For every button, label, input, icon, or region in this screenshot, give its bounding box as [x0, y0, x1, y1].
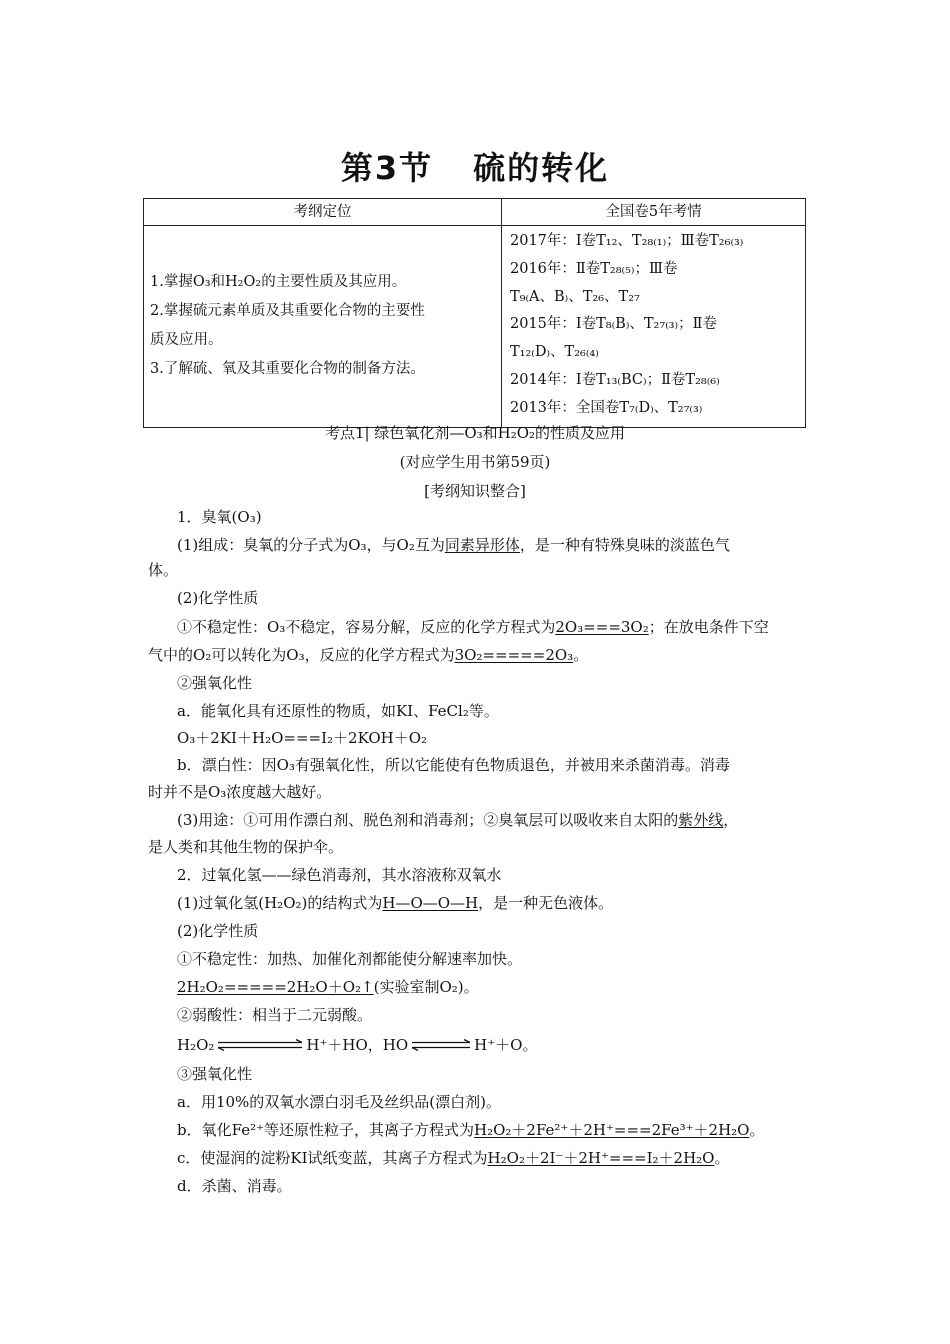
answer-underlined: 紫外线 [678, 811, 724, 829]
text-line: 1．臭氧(O₃) [177, 508, 262, 526]
answer-underlined: H₂O₂＋2I⁻＋2H⁺===I₂＋2H₂O [487, 1149, 715, 1167]
answer-underlined: 3O₂=====2O₃ [454, 646, 574, 664]
goal-item: 质及应用。 [150, 332, 223, 349]
text-line: 2．过氧化氢——绿色消毒剂，其水溶液称双氧水 [177, 866, 502, 884]
goal-item: 2.掌握硫元素单质及其重要化合物的主要性 [150, 303, 425, 320]
text-line: 气中的O₂可以转化为O₃，反应的化学方程式为3O₂=====2O₃。 [148, 646, 589, 664]
outline-goals-cell [144, 226, 502, 428]
text-line: ②强氧化性 [177, 674, 253, 692]
reversible-arrow-icon [410, 1035, 472, 1057]
outline-history-cell [502, 226, 806, 428]
text-line: d．杀菌、消毒。 [177, 1177, 292, 1195]
outline-table [143, 198, 806, 428]
outline-header-history: 全国卷5年考情 [502, 199, 806, 226]
history-item: 2016年：Ⅱ卷T₂₈₍₅₎；Ⅲ卷 [510, 260, 678, 277]
text-line: ③强氧化性 [177, 1065, 253, 1083]
history-item: 2014年：Ⅰ卷T₁₃₍BC₎；Ⅱ卷T₂₈₍₆₎ [510, 371, 720, 388]
history-item: 2013年：全国卷T₇₍D₎、T₂₇₍₃₎ [510, 399, 703, 416]
text-line: O₃＋2KI＋H₂O===I₂＋2KOH＋O₂ [177, 729, 428, 747]
title-topic: 硫的转化 [473, 149, 610, 187]
answer-underlined: H₂O₂＋2Fe²⁺＋2H⁺===2Fe³⁺＋2H₂O [474, 1121, 750, 1139]
text-line: 时并不是O₃浓度越大越好。 [148, 783, 332, 801]
page-title [0, 146, 950, 190]
reversible-arrow-icon [216, 1035, 304, 1057]
outline-header-goals: 考纲定位 [144, 199, 502, 226]
history-item: T₁₂₍D₎、T₂₆₍₄₎ [510, 344, 599, 361]
text-line: ①不稳定性：加热、加催化剂都能使分解速率加快。 [177, 950, 523, 968]
title-section-number: 第3节 [340, 149, 434, 187]
goal-item: 1.掌握O₃和H₂O₂的主要性质及其应用。 [150, 274, 407, 291]
text-line: 体。 [148, 561, 179, 579]
section-reference: (对应学生用书第59页) [399, 453, 551, 471]
text-line: a．用10%的双氧水漂白羽毛及丝织品(漂白剂)。 [177, 1093, 501, 1111]
text-line: 2H₂O₂=====2H₂O＋O₂↑(实验室制O₂)。 [177, 978, 479, 996]
text-line: (1)过氧化氢(H₂O₂)的结构式为H—O—O—H，是一种无色液体。 [177, 894, 614, 912]
text-line: ①不稳定性：O₃不稳定，容易分解，反应的化学方程式为2O₃===3O₂；在放电条件下空 [177, 618, 769, 636]
answer-underlined: 2H₂O₂=====2H₂O＋O₂↑ [177, 978, 374, 996]
history-item: 2017年：Ⅰ卷T₁₂、T₂₈₍₁₎；Ⅲ卷T₂₆₍₃₎ [510, 233, 744, 249]
section-heading: 考点1| 绿色氧化剂—O₃和H₂O₂的性质及应用 [324, 424, 626, 442]
answer-underlined: 同素异形体 [444, 536, 520, 554]
section-subheading: [考纲知识整合] [424, 482, 526, 500]
text-line: (1)组成：臭氧的分子式为O₃，与O₂互为同素异形体，是一种有特殊臭味的淡蓝色气 [177, 536, 730, 554]
text-line: b．漂白性：因O₃有强氧化性，所以它能使有色物质退色，并被用来杀菌消毒。消毒 [177, 756, 730, 774]
text-line: (3)用途：①可用作漂白剂、脱色剂和消毒剂；②臭氧层可以吸收来自太阳的紫外线， [177, 811, 739, 829]
answer-underlined: H—O—O—H [382, 894, 479, 912]
text-line: c．使湿润的淀粉KI试纸变蓝，其离子方程式为H₂O₂＋2I⁻＋2H⁺===I₂＋2H₂O。 [177, 1149, 730, 1167]
history-item: 2015年：Ⅰ卷T₈₍B₎、T₂₇₍₃₎；Ⅱ卷 [510, 316, 717, 333]
history-item: T₉₍A、B₎、T₂₆、T₂₇ [510, 288, 640, 305]
text-line: (2)化学性质 [177, 922, 259, 940]
text-line: a．能氧化具有还原性的物质，如KI、FeCl₂等。 [177, 702, 499, 720]
answer-underlined: 2O₃===3O₂ [555, 618, 649, 636]
goal-item: 3.了解硫、氧及其重要化合物的制备方法。 [150, 361, 425, 378]
text-line: ②弱酸性：相当于二元弱酸。 [177, 1006, 373, 1024]
text-line: b．氧化Fe²⁺等还原性粒子，其离子方程式为H₂O₂＋2Fe²⁺＋2H⁺===2Fe³⁺＋2H₂O。 [177, 1121, 765, 1139]
text-line: 是人类和其他生物的保护伞。 [148, 838, 344, 856]
text-line: H₂O₂ H⁺＋HO，HO H⁺＋O。 [148, 1034, 837, 1057]
text-line: (2)化学性质 [177, 589, 259, 607]
